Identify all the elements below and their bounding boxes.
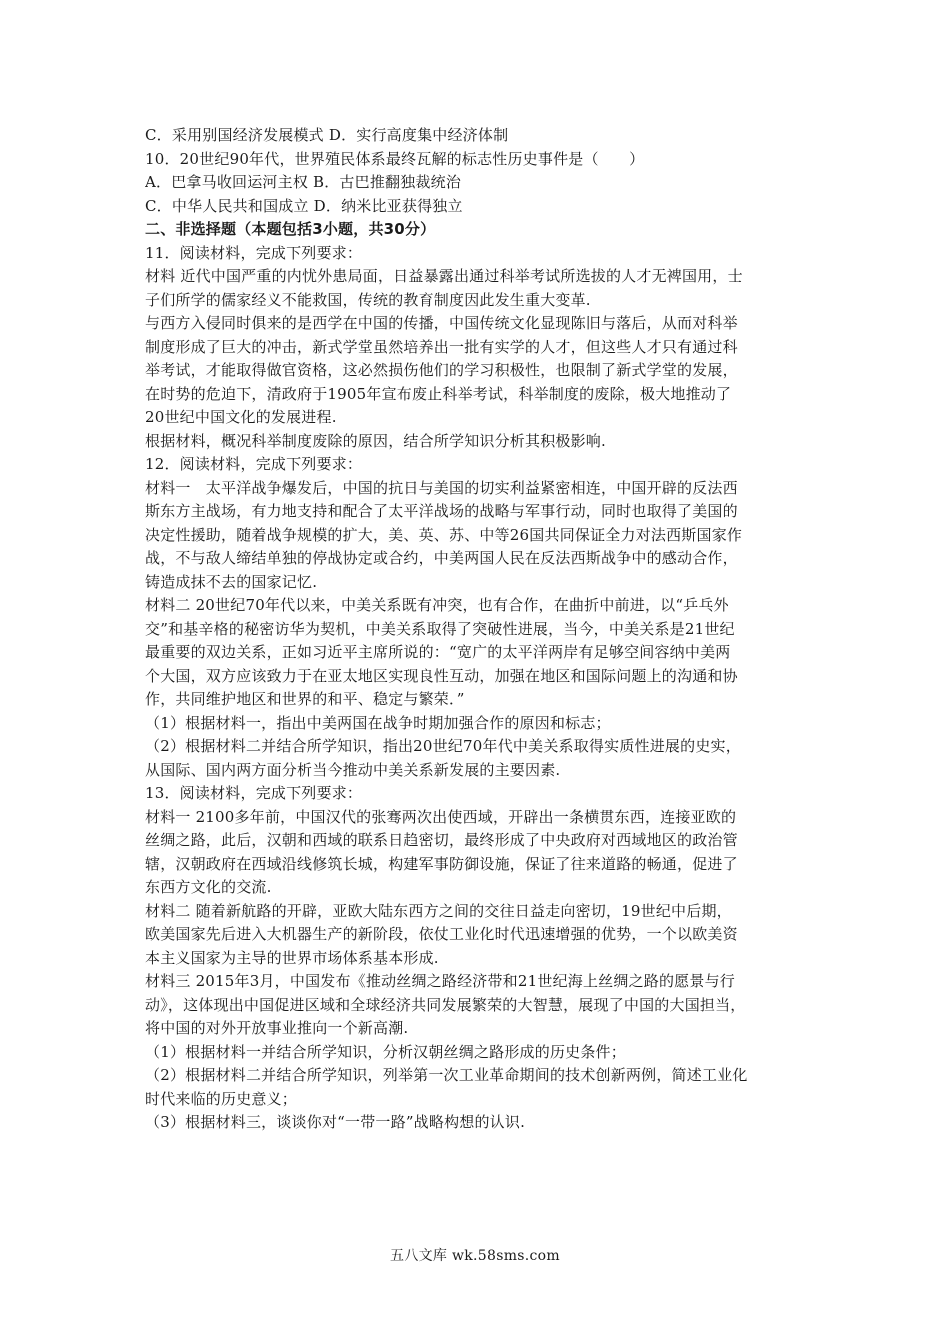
- material-text: 与西方入侵同时俱来的是西学在中国的传播，中国传统文化显现陈旧与落后，从而对科举: [145, 314, 738, 332]
- sub-question: （1）根据材料一并结合所学知识，分析汉朝丝绸之路形成的历史条件；: [145, 1042, 626, 1061]
- material-text: 20世纪中国文化的发展进程.: [145, 408, 337, 426]
- material-text: 斯东方主战场，有力地支持和配合了太平洋战场的战略与军事行动，同时也取得了美国的: [145, 502, 738, 520]
- material-text: 动》，这体现出中国促进区域和全球经济共同发展繁荣的大智慧，展现了中国的大国担当，: [145, 995, 746, 1014]
- material-text: 欧美国家先后进入大机器生产的新阶段，依仗工业化时代迅速增强的优势，一个以欧美资: [145, 925, 738, 943]
- material-text: 材料一 2100多年前，中国汉代的张骞两次出使西域，开辟出一条横贯东西，连接亚欧的: [145, 807, 737, 826]
- material-text: 丝绸之路，此后，汉朝和西域的联系日趋密切，最终形成了中央政府对西域地区的政治管: [145, 831, 738, 849]
- question-11: 11．阅读材料，完成下列要求：: [145, 243, 363, 262]
- material-text: 子们所学的儒家经义不能救国，传统的教育制度因此发生重大变革.: [145, 290, 591, 309]
- option-line: C．中华人民共和国成立 D．纳米比亚获得独立: [145, 196, 463, 215]
- material-text: 材料一 太平洋战争爆发后，中国的抗日与美国的切实利益紧密相连，中国开辟的反法西: [145, 478, 738, 497]
- page-footer: 五八文库 wk.58sms.com: [390, 1248, 560, 1264]
- material-text: 材料 近代中国严重的内忧外患局面，日益暴露出通过科举考试所选拔的人才无裨国用，士: [145, 267, 743, 285]
- material-text: 决定性援助，随着战争规模的扩大，美、英、苏、中等26国共同保证全力对法西斯国家作: [145, 525, 743, 544]
- sub-question: （3）根据材料三，谈谈你对“一带一路”战略构想的认识.: [145, 1113, 526, 1131]
- question-12: 12．阅读材料，完成下列要求：: [145, 455, 363, 473]
- material-text: 材料二 20世纪70年代以来，中美关系既有冲突，也有合作，在曲折中前进，以“乒乓外: [145, 596, 729, 614]
- material-text: 东西方文化的交流.: [145, 878, 272, 896]
- option-line: A．巴拿马收回运河主权 B．古巴推翻独裁统治: [145, 173, 462, 191]
- material-text: 制度形成了巨大的冲击，新式学堂虽然培养出一批有实学的人才，但这些人才只有通过科: [145, 337, 738, 356]
- section-heading: 二、非选择题（本题包括3小题，共30分）: [145, 220, 436, 238]
- question-13: 13．阅读材料，完成下列要求：: [145, 784, 363, 802]
- sub-question: （1）根据材料一，指出中美两国在战争时期加强合作的原因和标志；: [145, 713, 611, 732]
- material-text: 本主义国家为主导的世界市场体系基本形成.: [145, 948, 439, 967]
- material-text: 举考试，才能取得做官资格，这必然损伤他们的学习积极性，也限制了新式学堂的发展，: [145, 361, 738, 379]
- material-text: 将中国的对外开放事业推向一个新高潮.: [145, 1019, 409, 1037]
- material-text: 最重要的双边关系，正如习近平主席所说的：“宽广的太平洋两岸有足够空间容纳中美两: [145, 643, 731, 661]
- material-text: 材料三 2015年3月，中国发布《推动丝绸之路经济带和21世纪海上丝绸之路的愿景与行: [145, 972, 735, 990]
- sub-question: 从国际、国内两方面分析当今推动中美关系新发展的主要因素.: [145, 760, 561, 779]
- material-text: 战，不与敌人缔结单独的停战协定或合约，中美两国人民在反法西斯战争中的感动合作，: [145, 549, 738, 567]
- material-text: 交”和基辛格的秘密访华为契机，中美关系取得了突破性进展，当今，中美关系是21世纪: [145, 619, 735, 638]
- question-prompt: 根据材料，概况科举制度废除的原因，结合所学知识分析其积极影响.: [145, 431, 606, 450]
- material-text: 材料二 随着新航路的开辟，亚欧大陆东西方之间的交往日益走向密切，19世纪中后期，: [145, 901, 732, 920]
- sub-question: （2）根据材料二并结合所学知识，列举第一次工业革命期间的技术创新两例，简述工业化: [145, 1066, 748, 1084]
- material-text: 在时势的危迫下，清政府于1905年宣布废止科举考试，科举制度的废除，极大地推动了: [145, 384, 732, 403]
- material-text: 个大国，双方应该致力于在亚太地区实现良性互动，加强在地区和国际问题上的沟通和协: [145, 666, 738, 685]
- question-10: 10．20世纪90年代，世界殖民体系最终瓦解的标志性历史事件是（ ）: [145, 149, 645, 168]
- material-text: 铸造成抹不去的国家记忆.: [145, 572, 318, 591]
- option-line: C．采用别国经济发展模式 D．实行高度集中经济体制: [145, 126, 509, 144]
- sub-question: （2）根据材料二并结合所学知识，指出20世纪70年代中美关系取得实质性进展的史实，: [145, 737, 741, 755]
- sub-question: 时代来临的历史意义；: [145, 1089, 298, 1108]
- document-body: [145, 124, 810, 1135]
- material-text: 作，共同维护地区和世界的和平、稳定与繁荣．”: [145, 690, 465, 708]
- material-text: 辖，汉朝政府在西域沿线修筑长城，构建军事防御设施，保证了往来道路的畅通，促进了: [145, 854, 738, 873]
